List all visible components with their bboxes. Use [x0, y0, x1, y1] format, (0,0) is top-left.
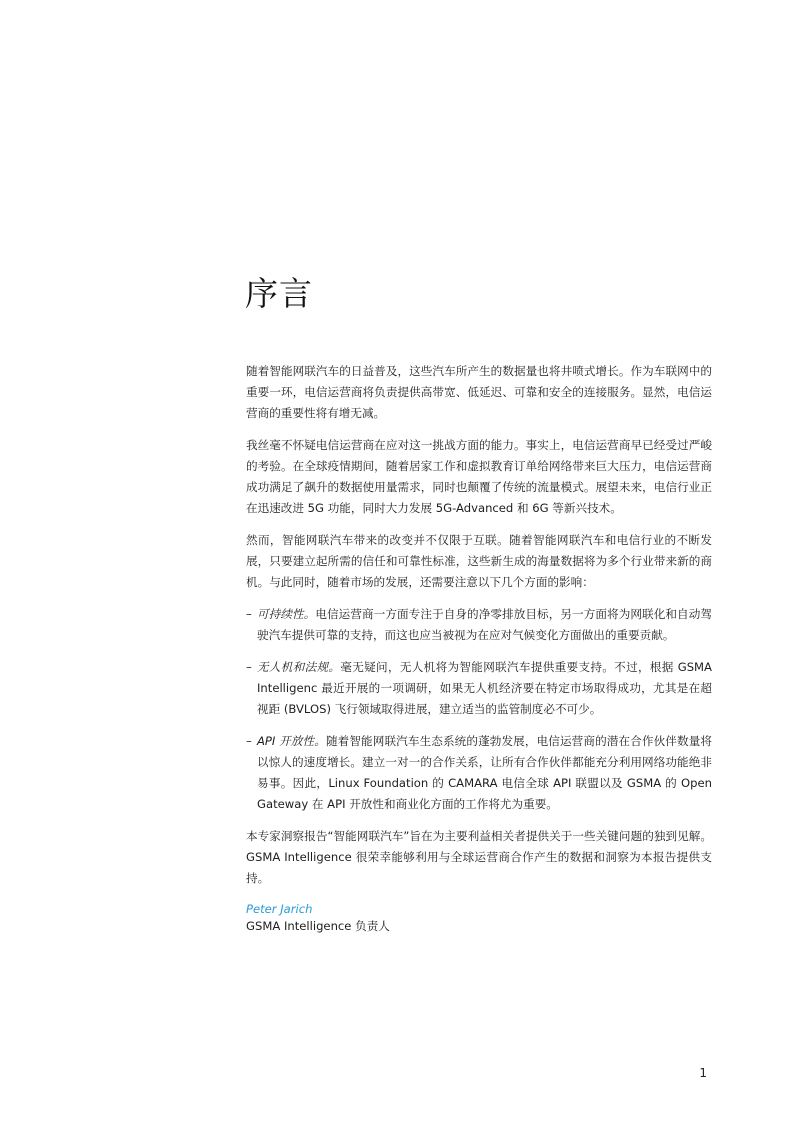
page-number: 1 — [699, 1066, 707, 1080]
bullet-item-drones — [246, 657, 712, 720]
bullet-term: API 开放性。 — [257, 734, 326, 748]
signature-role: GSMA Intelligence 负责人 — [246, 919, 390, 933]
bullet-text: 毫无疑问，无人机将为智能网联汽车提供重要支持。不过，根据 GSMA Intelligenc 最近开展的一项调研，如果无人机经济要在特定市场取得成功，尤其是在超视距 (BVLOS) 飞行领域取得进展，建立适当的监管制度必不可少。 — [257, 660, 712, 716]
bullet-text: 随着智能网联汽车生态系统的蓬勃发展，电信运营商的潜在合作伙伴数量将以惊人的速度增长。建立一对一的合作关系，让所有合作伙伴都能充分利用网络功能绝非易事。因此，Linux Foundation 的 CAMARA 电信全球 API 联盟以及 GSMA 的 Open Gateway 在 API 开放性和商业化方面的工作将尤为重要。 — [257, 734, 712, 811]
bullet-text: 电信运营商一方面专注于自身的净零排放目标，另一方面将为网联化和自动驾驶汽车提供可靠的支持，而这也应当被视为在应对气候变化方面做出的重要贡献。 — [257, 607, 712, 642]
bullet-dash: – — [246, 607, 252, 621]
signature-block — [246, 901, 712, 935]
bullet-dash: – — [246, 734, 252, 748]
paragraph-intro: 随着智能网联汽车的日益普及，这些汽车所产生的数据量也将井喷式增长。作为车联网中的重要一环，电信运营商将负责提供高带宽、低延迟、可靠和安全的连接服务。显然，电信运营商的重要性将有增无减。 — [246, 364, 712, 420]
page-title: 序言 — [245, 274, 313, 313]
bullet-dash: – — [246, 660, 252, 674]
paragraph-closing: 本专家洞察报告“智能网联汽车”旨在为主要利益相关者提供关于一些关键问题的独到见解。GSMA Intelligence 很荣幸能够利用与全球运营商合作产生的数据和洞察为本报告提供支持。 — [246, 829, 712, 885]
bullet-term: 无人机和法规。 — [257, 660, 341, 674]
document-body — [246, 361, 712, 935]
paragraph-impact: 然而，智能网联汽车带来的改变并不仅限于互联。随着智能网联汽车和电信行业的不断发展，只要建立起所需的信任和可靠性标准，这些新生成的海量数据将为多个行业带来新的商机。与此同时，随着市场的发展，还需要注意以下几个方面的影响： — [246, 533, 712, 589]
bullet-item-api — [246, 731, 712, 815]
bullet-item-sustainability — [246, 604, 712, 646]
bullet-term: 可持续性。 — [257, 607, 316, 621]
signature-name: Peter Jarich — [246, 902, 313, 916]
paragraph-capability: 我丝毫不怀疑电信运营商在应对这一挑战方面的能力。事实上，电信运营商早已经受过严峻的考验。在全球疫情期间，随着居家工作和虚拟教育订单给网络带来巨大压力，电信运营商成功满足了飙升的数据使用量需求，同时也颠覆了传统的流量模式。展望未来，电信行业正在迅速改进 5G 功能，同时大力发展 5G-Advanced 和 6G 等新兴技术。 — [246, 438, 712, 515]
